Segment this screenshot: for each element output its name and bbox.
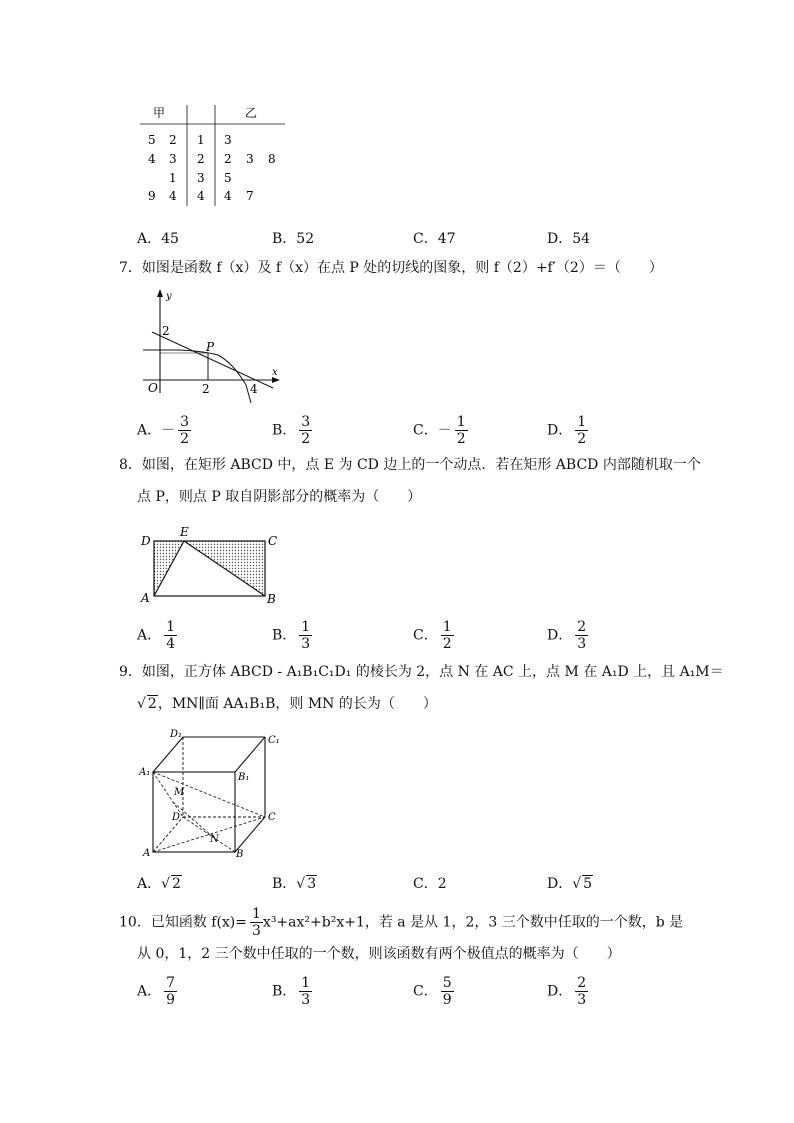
q8-label-a: A	[141, 591, 150, 605]
leaf-left: 5	[148, 133, 156, 147]
q8-stem-line1: 8．如图，在矩形 ABCD 中，点 E 为 CD 边上的一个动点．若在矩形 ABCD 内部随机取一个	[119, 457, 701, 473]
q7-origin-label: O	[148, 381, 158, 395]
leaf-right: 8	[268, 152, 276, 166]
stem-leaf-figure	[135, 100, 295, 210]
q7-x2-label: 2	[202, 382, 210, 396]
leaf-right: 3	[224, 133, 232, 147]
q9-label-d: D	[172, 812, 181, 823]
q9-sqrt: √ 2	[137, 696, 157, 712]
q10-stem-line1: 10．已知函数 f(x)= $\frac{1}{3}$ x³+ax²+b²x+1，若 a 是从 1，2，3 三个数中任取的一个数，b 是	[119, 906, 684, 939]
stem-value: 4	[197, 189, 205, 203]
q9-label-b: B	[236, 849, 244, 860]
stem-leaf-left-header: 甲	[153, 106, 166, 120]
q9-label-b1: B₁	[238, 772, 250, 783]
leaf-left: 2	[169, 133, 177, 147]
q7-x4-label: 4	[250, 382, 258, 396]
leaf-left: 4	[148, 152, 156, 166]
q7-y-label: y	[166, 291, 172, 302]
q10-stem-line2: 从 0，1，2 三个数中任取的一个数，则该函数有两个极值点的概率为（ ）	[137, 946, 621, 962]
q9-option-a[interactable]: A．√ 2	[137, 876, 181, 892]
q8-label-e: E	[180, 525, 189, 539]
q9-stem-line2: √ 2，MN∥面 AA₁B₁B，则 MN 的长为（ ）	[137, 696, 437, 712]
stem-value: 1	[197, 133, 205, 147]
q6-option-c[interactable]: C．47	[413, 231, 456, 247]
q9-label-n: N	[210, 834, 219, 845]
leaf-left: 3	[169, 152, 177, 166]
q9-label-a1: A₁	[139, 767, 151, 778]
q8-option-c[interactable]: C． $\frac{1}{2}$	[413, 619, 452, 652]
q8-label-d: D	[141, 534, 151, 548]
leaf-right: 4	[224, 189, 232, 203]
q7-y-intercept-label: 2	[162, 324, 170, 338]
q9-option-c[interactable]: C．2	[413, 876, 447, 892]
q7-stem: 7．如图是函数 f（x）及 f（x）在点 P 处的切线的图象，则 f（2）+f′（2）＝（ ）	[119, 260, 663, 276]
leaf-left: 4	[169, 189, 177, 203]
leaf-right: 5	[224, 171, 232, 185]
q6-option-b[interactable]: B．52	[272, 231, 315, 247]
q10-option-b[interactable]: B． $\frac{1}{3}$	[272, 975, 311, 1008]
leaf-right: 7	[246, 189, 254, 203]
q9-label-d1: D₁	[170, 729, 183, 740]
q8-rectangle-figure	[138, 522, 283, 607]
stem-value: 3	[197, 171, 205, 185]
leaf-left: 9	[148, 189, 156, 203]
q7-option-a[interactable]: A．－ $\frac{3}{2}$	[137, 414, 190, 447]
q7-point-p-label: P	[206, 340, 215, 354]
q9-option-b[interactable]: B．√ 3	[272, 876, 317, 892]
q8-stem-line2: 点 P，则点 P 取自阴影部分的概率为（ ）	[137, 489, 422, 505]
q7-option-c[interactable]: C．－ $\frac{1}{2}$	[413, 414, 466, 447]
q6-option-a[interactable]: A．45	[137, 231, 179, 247]
stem-value: 2	[197, 152, 205, 166]
q8-label-b: B	[267, 592, 276, 606]
q9-label-m: M	[174, 787, 185, 798]
q10-option-a[interactable]: A． $\frac{7}{9}$	[137, 975, 176, 1008]
q8-option-d[interactable]: D． $\frac{2}{3}$	[547, 619, 587, 652]
q7-graph-figure	[138, 285, 288, 410]
q10-option-d[interactable]: D． $\frac{2}{3}$	[547, 975, 587, 1008]
q9-cube-figure	[138, 725, 288, 860]
q9-option-d[interactable]: D．√ 5	[547, 876, 593, 892]
q8-label-c: C	[268, 534, 278, 548]
q6-option-d[interactable]: D．54	[547, 231, 591, 247]
q7-x-label: x	[272, 367, 278, 378]
q8-option-a[interactable]: A． $\frac{1}{4}$	[137, 619, 176, 652]
q9-label-a: A	[143, 848, 151, 859]
q10-option-c[interactable]: C． $\frac{5}{9}$	[413, 975, 452, 1008]
q9-label-c: C	[268, 812, 276, 823]
leaf-left: 1	[169, 171, 177, 185]
leaf-right: 3	[246, 152, 254, 166]
stem-leaf-right-header: 乙	[245, 106, 258, 120]
q7-option-b[interactable]: B． $\frac{3}{2}$	[272, 414, 311, 447]
leaf-right: 2	[224, 152, 232, 166]
q8-option-b[interactable]: B． $\frac{1}{3}$	[272, 619, 311, 652]
q7-option-d[interactable]: D． $\frac{1}{2}$	[547, 414, 587, 447]
q9-stem-line1: 9．如图，正方体 ABCD - A₁B₁C₁D₁ 的棱长为 2，点 N 在 AC 上，点 M 在 A₁D 上，且 A₁M＝	[119, 664, 724, 680]
q9-label-c1: C₁	[268, 735, 280, 746]
